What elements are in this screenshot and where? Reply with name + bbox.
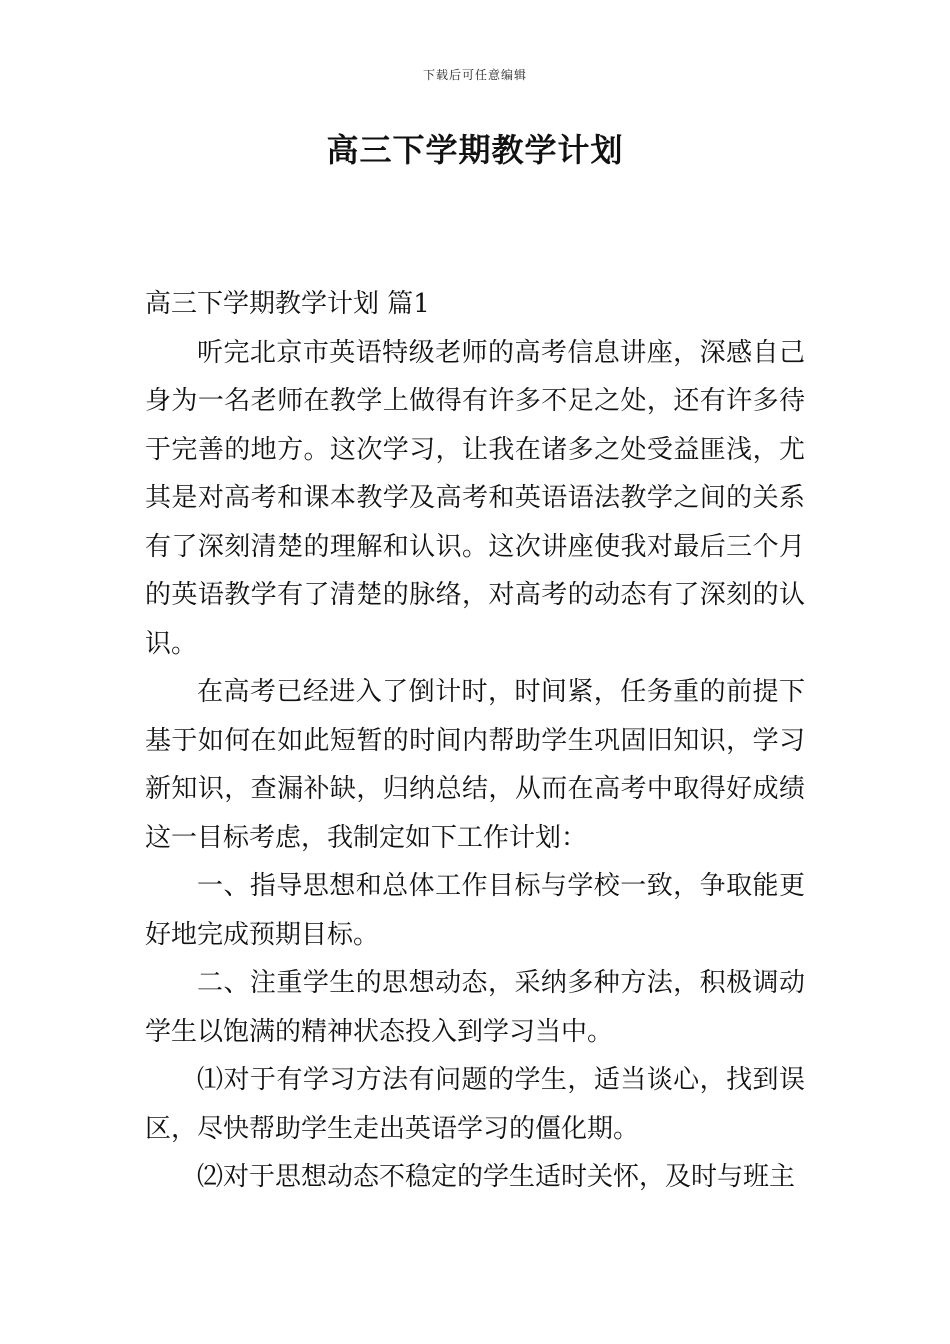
paragraph-point-1: 一、指导思想和总体工作目标与学校一致，争取能更好地完成预期目标。 bbox=[145, 871, 805, 950]
paragraph-intro: 听完北京市英语特级老师的高考信息讲座，深感自己身为一名老师在教学上做得有许多不足之处，还有许多待于完善的地方。这次学习，让我在诸多之处受益匪浅，尤其是对高考和课本教学及高考和英语语法教学之间的关系有了深刻清楚的理解和认识。这次讲座使我对最后三个月的英语教学有了清楚的脉络，对高考的动态有了深刻的认识。 bbox=[145, 337, 805, 659]
section-heading: 高三下学期教学计划 篇1 bbox=[145, 289, 430, 319]
document-title: 高三下学期教学计划 bbox=[326, 131, 624, 169]
paragraph-subpoint-1: ⑴对于有学习方法有问题的学生，适当谈心，找到误区，尽快帮助学生走出英语学习的僵化期。 bbox=[145, 1065, 805, 1144]
header-note: 下载后可任意编辑 bbox=[422, 68, 527, 82]
document-body bbox=[145, 280, 805, 1202]
paragraph-subpoint-2: ⑵对于思想动态不稳定的学生适时关怀，及时与班主 bbox=[197, 1162, 796, 1192]
paragraph-point-2: 二、注重学生的思想动态，采纳多种方法，积极调动学生以饱满的精神状态投入到学习当中。 bbox=[145, 968, 805, 1047]
paragraph-context: 在高考已经进入了倒计时，时间紧，任务重的前提下基于如何在如此短暂的时间内帮助学生巩固旧知识，学习新知识，查漏补缺，归纳总结，从而在高考中取得好成绩这一目标考虑，我制定如下工作计划： bbox=[145, 677, 805, 853]
